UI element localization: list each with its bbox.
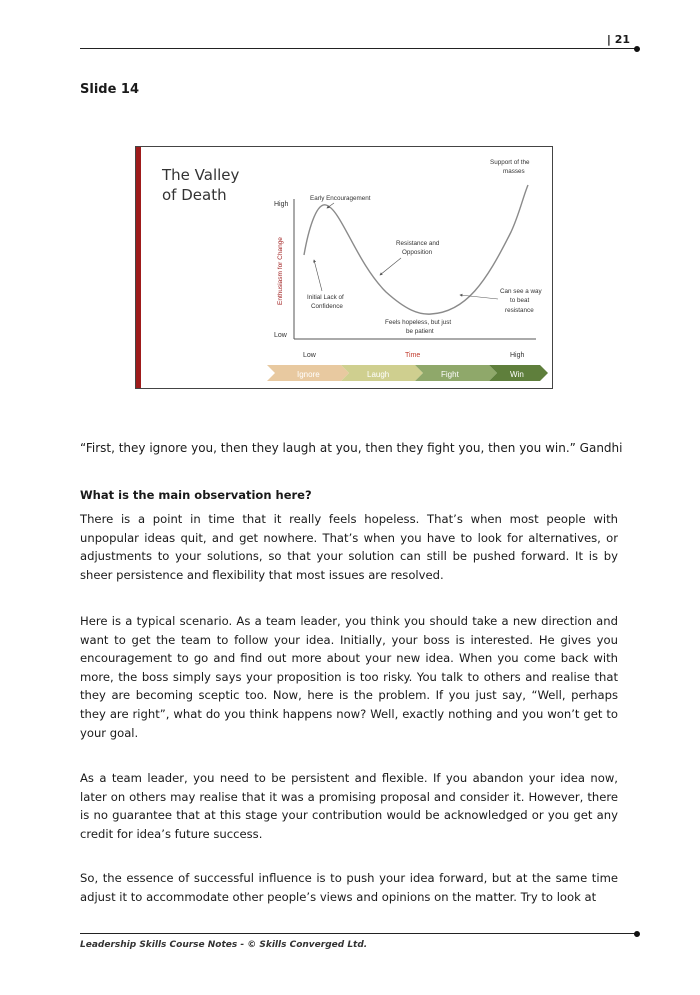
slide-title-line1: The Valley [162,166,240,184]
annotation-initial-line1: Initial Lack of [307,294,344,301]
annotation-support-line2: masses [503,168,525,175]
valley-chart [136,147,554,390]
section-heading: What is the main observation here? [80,488,312,502]
annotation-cansee-line2: to beat [510,297,530,304]
y-axis-label: Enthusiasm for Change [277,237,284,305]
y-low-label: Low [274,332,287,339]
annotation-cansee-arrow [460,295,498,299]
annotation-resistance-line1: Resistance and [396,240,440,247]
annotation-early: Early Encouragement [310,195,371,202]
footer-rule-dot [634,931,640,937]
slide-title-line2: of Death [162,186,227,204]
annotation-resistance-arrow [380,258,401,275]
header-rule-dot [634,46,640,52]
stage-label-laugh: Laugh [367,370,390,379]
annotation-hopeless-line2: be patient [406,328,434,335]
page-number: | 21 [606,33,630,46]
x-high-label: High [510,352,525,359]
stage-label-ignore: Ignore [297,370,320,379]
slide-image [135,146,553,389]
stage-label-fight: Fight [441,370,459,379]
annotation-cansee-line3: resistance [505,307,534,314]
stage-label-win: Win [510,370,524,379]
slide-heading: Slide 14 [80,82,140,97]
paragraph-3: As a team leader, you need to be persistent and flexible. If you abandon your idea now, later on others may realise that it was a promising proposal and consider it. However, there is no guarantee that at this stage your contribution would be acknowledged or you get any credit for idea’s future success. [80,771,618,841]
annotation-resistance-line2: Opposition [402,249,433,256]
paragraph-1: There is a point in time that it really feels hopeless. That’s when most people with unpopular ideas quit, and get nowhere. That’s when you have to look for alternatives, or adjustments to your solutions, so that your solution can still be pushed forward. It is by sheer persistence and flexibility that most issues are resolved. [80,512,618,582]
x-low-label: Low [303,352,316,359]
header-rule [80,48,637,49]
y-high-label: High [274,201,289,208]
gandhi-quote: “First, they ignore you, then they laugh at you, then they fight you, then you win.” Gandhi [80,441,623,455]
annotation-cansee-line1: Can see a way [500,288,542,295]
annotation-initial-line2: Confidence [311,303,343,310]
footer-rule [80,933,637,934]
x-time-label: Time [405,352,421,359]
annotation-support-line1: Support of the [490,159,530,166]
paragraph-2: Here is a typical scenario. As a team leader, you think you should take a new direction and want to get the team to follow your idea. Initially, your boss is interested. He gives you encouragement to go and find out more about your new idea. When you come back with more, the boss simply says your proposition is too risky. You talk to others and realise that they are becoming sceptic too. Now, here is the problem. If you just say, “Well, perhaps they are right”, what do you think happens now? Well, exactly nothing and you won’t get to your goal. [80,614,618,740]
annotation-initial-arrow [314,260,322,291]
paragraph-4: So, the essence of successful influence is to push your idea forward, but at the same time adjust it to accommodate other people’s views and opinions on the matter. Try to look at [80,871,618,904]
annotation-hopeless-line1: Feels hopeless, but just [385,319,452,326]
footer-text: Leadership Skills Course Notes - © Skills Converged Ltd. [80,940,368,950]
